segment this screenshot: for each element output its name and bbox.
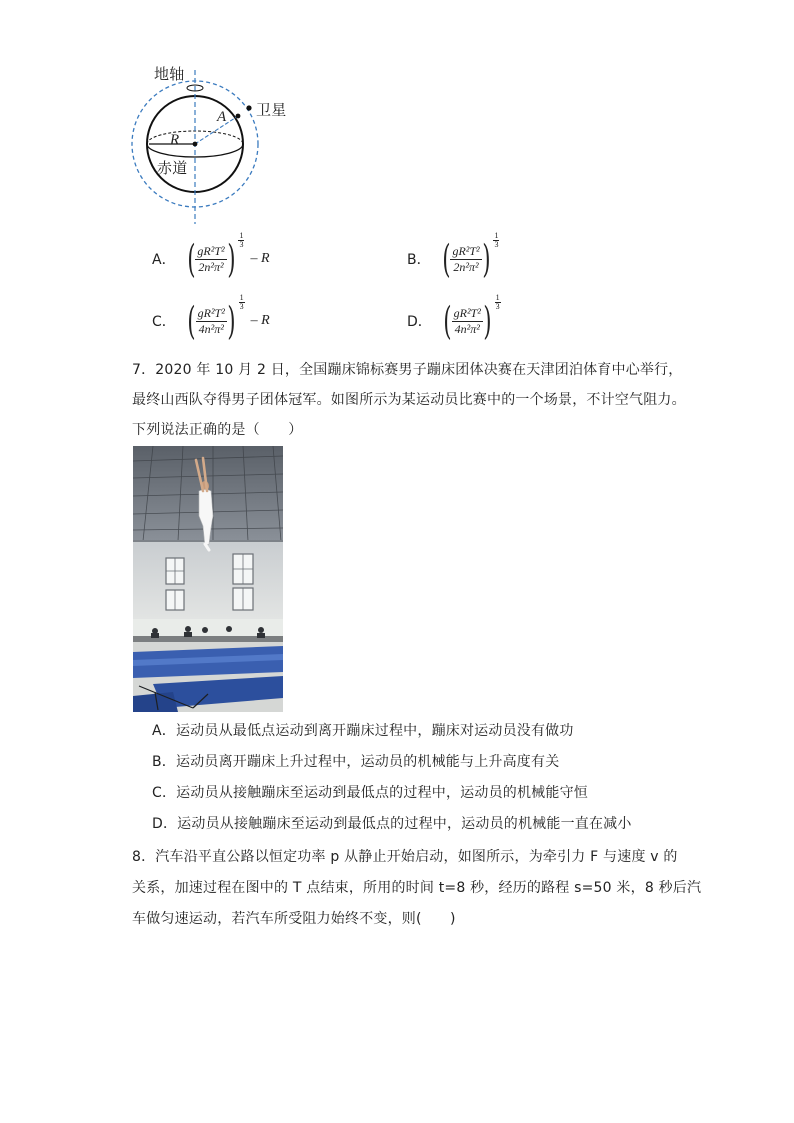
q6-option-c[interactable]: C． ( $\frac{\text{gR²T²}}{\text{4n²π²}}$ ) 1 3 – R	[152, 293, 270, 343]
q7-option-a[interactable]: A．运动员从最低点运动到离开蹦床过程中，蹦床对运动员没有做功	[152, 723, 574, 739]
satellite-label: 卫星	[256, 101, 287, 119]
option-label: C．	[152, 314, 176, 330]
q7-option-d[interactable]: D．运动员从接触蹦床至运动到最低点的过程中，运动员的机械能一直在减小	[152, 816, 632, 832]
q7-option-c[interactable]: C．运动员从接触蹦床至运动到最低点的过程中，运动员的机械能守恒	[152, 785, 588, 801]
option-label: B．	[407, 252, 431, 268]
q8-stem-line-3: 车做匀速运动，若汽车所受阻力始终不变，则( )	[132, 911, 456, 927]
option-label: D．	[407, 314, 432, 330]
option-fraction: $\frac{\text{gR²T²}}{\text{4n²π²}}$	[453, 305, 481, 336]
equator-label: 赤道	[157, 159, 188, 177]
trampoline-photo	[133, 446, 283, 712]
satellite-point	[246, 105, 251, 110]
q7-option-b[interactable]: B．运动员离开蹦床上升过程中，运动员的机械能与上升高度有关	[152, 754, 560, 770]
option-fraction: $\frac{\text{gR²T²}}{\text{4n²π²}}$	[197, 305, 225, 336]
q8-stem-line-1: 8．汽车沿平直公路以恒定功率 p 从静止开始启动，如图所示，为牵引力 F 与速度 v 的	[132, 849, 678, 865]
option-exponent: 1 3	[239, 231, 244, 249]
option-exponent: 1 3	[494, 231, 499, 249]
trampoline-scene	[133, 446, 283, 712]
point-a	[236, 114, 241, 119]
point-a-label: A	[217, 109, 227, 125]
q8-stem-line-2: 关系，加速过程在图中的 T 点结束，所用的时间 t=8 秒，经历的路程 s=50 米，8 秒后汽	[132, 880, 702, 896]
option-exponent: 1 3	[239, 293, 244, 311]
q6-option-b[interactable]: B． ( $\frac{\text{gR²T²}}{\text{2n²π²}}$ ) 1 3	[407, 231, 499, 281]
radius-label: R	[170, 132, 180, 148]
earth-center	[193, 142, 198, 147]
option-fraction: $\frac{\text{gR²T²}}{\text{2n²π²}}$	[452, 243, 480, 274]
option-fraction: $\frac{\text{gR²T²}}{\text{2n²π²}}$	[197, 243, 225, 274]
axis-label: 地轴	[154, 65, 185, 83]
q7-stem-line-1: 7．2020 年 10 月 2 日，全国蹦床锦标赛男子蹦床团体决赛在天津团泊体育中心举行，	[132, 362, 683, 378]
q7-stem-line-3: 下列说法正确的是（ ）	[132, 422, 303, 438]
q7-stem-line-2: 最终山西队夺得男子团体冠军。如图所示为某运动员比赛中的一个场景，不计空气阻力。	[132, 392, 686, 408]
q6-option-d[interactable]: D． ( $\frac{\text{gR²T²}}{\text{4n²π²}}$ ) 1 3	[407, 293, 500, 343]
option-exponent: 1 3	[495, 293, 500, 311]
q6-option-a[interactable]: A． ( $\frac{\text{gR²T²}}{\text{2n²π²}}$ ) 1 3 – R	[152, 231, 270, 281]
option-label: A．	[152, 252, 176, 268]
